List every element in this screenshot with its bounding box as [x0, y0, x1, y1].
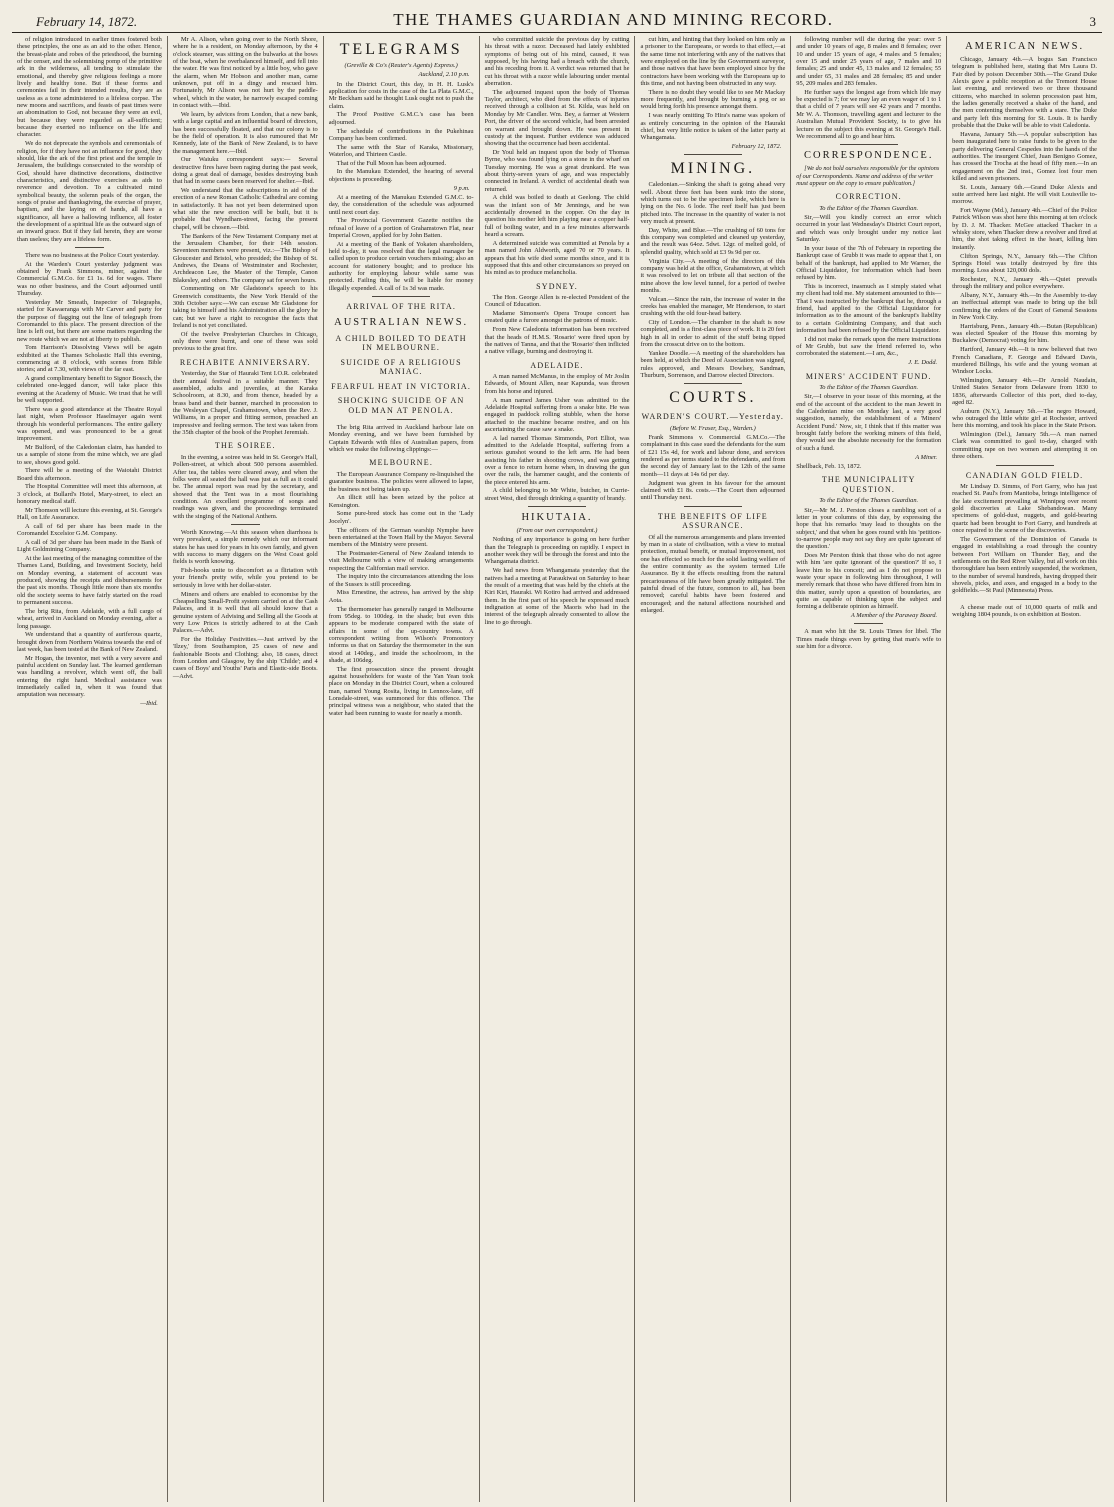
- news-item: A determined suicide was committed at Penola by a man named John Aldworth, aged 70 or 70 years. It appears that his wife died some months since, and it is supposed that this and other circumstances so preyed on his mind as to produce melancholia.: [484, 239, 630, 277]
- divider: [684, 154, 742, 155]
- news-item: Clifton Springs, N.Y., January 6th.—The Clifton Springs Hotel was totally destroyed by fire this morning. Loss about 120,000 dols.: [952, 252, 1098, 275]
- news-item: St. Louis, January 6th.—Grand Duke Alexis and suite arrived here last night. He will visit Louisville to-morrow.: [952, 183, 1098, 206]
- news-item: Havana, January 5th.—A popular subscription has been inaugurated here to raise funds to be given to the party delivering General Cespedes into the hands of the authorities. The insurgent Chief, Juan Benigno Gomez, has crossed the Trocha at the head of fifty men.—In an engagement on the 2nd inst., Gomez lost four men killed and seven prisoners.: [952, 130, 1098, 182]
- section-heading: THE SOIREE.: [214, 441, 276, 451]
- subheading: A CHILD BOILED TO DEATH IN MELBOURNE.: [335, 333, 467, 353]
- news-item: We understand that the subscriptions in aid of the erection of a new Roman Catholic Cathedral are coming in satisfactorily. It has not yet been determined upon what site the new erection will be built, but it is probable that Wyndham-street, facing the present chapel, will be chosen.—Ibid.: [172, 187, 318, 231]
- divider: [840, 144, 898, 145]
- article-paragraph: cut him, and hinting that they looked on him only as a prisoner to the Europeans, or words to that effect,—at the same time not interfering with any of the natives that were employed on the line by the Government surveyor, and those natives that have been employed since by the contractors have been working with the Europeans up to this time, and not having been obstructed in any way.: [640, 36, 786, 88]
- news-item: Worth Knowing.—At this season when diarrhoea is very prevalent, a simple remedy which our informant states he has used for years in his own family, and given with success to many diggers on the West Coast gold fields is worth knowing.: [172, 528, 318, 566]
- article-paragraph: of religion introduced in earlier times fostered both these principles, the one as an aid to the other. Hence, the breast-plate and robes of the priesthood, the burning of the censer, and the solemnising pomp of the primitive ark in the wilderness, all tending to stimulate the emotional, and thereby give religious feelings a more lively and healthy tone. But if these forms and ceremonies fail in their intended results, they are as useless as a tone administered to a lifeless corpse. The new moons and sacrifices, and feasts of past times were an abomination to God, not because they were an evil, but because they were regarded as all-sufficient; because they exerted no influence on the life and character.: [17, 36, 162, 139]
- news-item: We learn, by advices from London, that a new bank, with a large capital and an influential board of directors, has been successfully floated, and that our colony is to be the field of operation. It is also rumoured that Mr Kennedy, late of the Bank of New Zealand, is to have the management here.—Ibid.: [172, 110, 318, 155]
- letter-paragraph: In your issue of the 7th of February in reporting the Bankrupt case of Grubb it was made to appear that I, on behalf of the bankrupt, had applied to Mr Warner, the Official Liquidator, for information which had been refused by him.: [796, 244, 942, 282]
- news-item: There was a good attendance at the Theatre Royal last night, when Professor Haselmayer again went through his wonderful performances. The entire gallery was opened, and was pronounced to be a great improvement.: [17, 405, 162, 443]
- telegram-item: The Proof Positive G.M.C.'s case has been adjourned.: [328, 111, 474, 126]
- section-heading: CANADIAN GOLD FIELD.: [965, 470, 1084, 480]
- news-item: who committed suicide the previous day by cutting his throat with a razor. Deceased had lately exhibited symptoms of being out of his mind, caused, it was supposed, by his having had a breach with the church, and his receding from it. A verdict was returned that he cut his throat with a razor while labouring under mental aberration.: [484, 36, 630, 88]
- news-item: A child was boiled to death at Geelong. The child was the infant son of Mr Jennings, and he was accidentally drowned in the copper. On the day in question his mother left him playing near a copper half-full of boiling water, and in a few minutes afterwards heard a scream.: [484, 194, 630, 239]
- section-heading-courts: COURTS.: [669, 389, 757, 407]
- issue-date: February 14, 1872.: [36, 14, 138, 29]
- section-heading-telegrams: TELEGRAMS: [339, 41, 463, 58]
- telegram-item: The schedule of contributions in the Pukehinau Company has been confirmed.: [328, 127, 474, 142]
- divider: [854, 623, 883, 624]
- news-item: Mr Bulford, of the Caledonian claim, has handed to us a sample of stone from the mine which, we are glad to see, shows good gold.: [17, 443, 162, 466]
- article-paragraph: There is no doubt they would like to see Mr Mackay more frequently, and brought by burning a peg or so would bring forth his presence amongst them.: [640, 88, 786, 111]
- news-item: Some pure-bred stock has come out in the 'Lady Jocelyn'.: [328, 510, 474, 525]
- news-item: At the last meeting of the managing committee of the Thames Land, Building, and Investment Society, held on Monday evening, a statement of account was produced, showing the receipts and disbursements for the past six months. Though little more than six months old the society seems to have fairly started on the road to permanent success.: [17, 555, 162, 607]
- news-item: The Hospital Committee will meet this afternoon, at 3 o'clock, at Bullard's Hotel, Mary-street, to elect an honorary medical staff.: [17, 483, 162, 506]
- letter-salutation: To the Editor of the Thames Guardian.: [819, 204, 919, 212]
- divider: [387, 419, 416, 420]
- news-item: A man named James Usher was admitted to the Adelaide Hospital suffering from a snake bite. He was engaged in paddock rolling stubble, when the horse attached to the machine became restive, and on his ascertaining the cause saw a snake.: [484, 396, 630, 433]
- section-heading: RECHABITE ANNIVERSARY.: [179, 357, 311, 367]
- news-item: Albany, N.Y., January 4th.—In the Assembly to-day an ineffectual attempt was made to bring up the bill confirming the orders of the Court of General Sessions in New York City.: [952, 292, 1098, 322]
- article-paragraph: following number will die during the year: over 5 and under 10 years of age, 8 males and 8 females; over 10 and under 15 years of age, 4 males and 5 females; over 15 and under 25 years of age, 7 males and 10 females; 25 and under 45, 13 males and 12 females; 55 and under 65, 31 males and 28 females; 85 and under 95, 209 males and 283 females.: [796, 36, 942, 88]
- article-paragraph: I was nearly omitting To Hira's name was spoken of as entirely concurring in the opinion of the Hauraki chief, but very little notice is taken of the latter party at Whangamata.: [640, 112, 786, 142]
- news-item: An illicit still has been seized by the police at Kensington.: [328, 494, 474, 509]
- subheading: FEARFUL HEAT IN VICTORIA.: [331, 381, 472, 391]
- court-report: Frank Simmons v. Commercial G.M.Co.—The complainant in this case sued the defendants for the sum of £21 15s 4d, for work and labour done, and services rendered as per terms stated to the defendants, and from the second day of January last to the 12th of the same month—11 days at 14s 6d per day.: [640, 434, 786, 478]
- news-item: A grand complimentary benefit to Signor Bossch, the celebrated one-legged dancer, will take place this evening at the Academy of Music. We trust that he will be well supported.: [17, 375, 162, 405]
- news-item: The Postmaster-General of New Zealand intends to visit Melbourne with a view of making arrangements respecting the Californian mail service.: [328, 549, 474, 572]
- court-report: Judgment was given in his favour for the amount claimed with £1 8s. costs.—The Court then adjourned until Thursday next.: [640, 479, 786, 502]
- news-item: The Bankers of the New Testament Company met at the Jerusalem Chamber, for their 14th session. Seventeen members were present, viz.:—The Bishop of Gloucester and Bristol, who presided; the Bishop of St. Andrews, the Deans of Westminster and Rochester, Archdeacon Lee, the Master of the Temple, Canon Blakesley, and others. The company sat for seven hours.: [172, 232, 318, 284]
- news-item: At the Warden's Court yesterday judgment was obtained by Frank Simmons, miner, against the Commercial G.M.Co. for £1 1s. 6d for wages. There was no other business, and the Court adjourned until Thursday.: [17, 260, 162, 298]
- news-item: Mr Hogan, the inventor, met with a very severe and painful accident on Sunday last. The learned gentleman was handling a revolver, which went off, the ball entering the right hand. Medical assistance was immediately called in, when it was found that amputation was necessary.: [17, 654, 162, 699]
- telegram-item: In the District Court, this day, in H. H. Lusk's application for costs in the case of the La Plata G.M.C., Mr Beckham said he thought Lusk ought not to push the claim.: [328, 80, 474, 110]
- dateline: Shellback, Feb. 13, 1872.: [796, 462, 862, 470]
- dateline: February 12, 1872.: [731, 142, 782, 150]
- news-item: A child belonging to Mr White, butcher, in Currie-street West, died through drinking a quantity of brandy.: [484, 487, 630, 502]
- column-1: [12, 36, 168, 1502]
- telegram-item: The Provincial Government Gazette notifies the refusal of leave of a portion of Grahamstown Flat, near Imperial Crown, applied for by John Batten.: [328, 217, 474, 239]
- article-paragraph: Mr Lindsay D. Simms, of Fort Garry, who has just reached St. Paul's from Manitoba, brings intelligence of the late excitement prevailing at Winnipeg over recent gold discoveries at Lake Shebandowan. Many specimens of gold-dust, nuggets, and gold-bearing quartz had been brought to Fort Garry, and hundreds at once repaired to the scene of the discoveries.: [952, 483, 1098, 535]
- mining-report: Day, White, and Blue.—The crushing of 60 tons for this company was completed and cleaned up yesterday, and the result was 64oz. 5dwt. 12gr. of melted gold, of splendid quality, which sold at £3 9s 9d per oz.: [640, 226, 786, 256]
- letter-paragraph: Sir,—Mr M. J. Perston closes a rambling sort of a letter in your columns of this day, by expressing the hope that his remarks 'may lead to thoughts on the subject,' and that when he goes round with his 'petition-to-narrow people may not say they are quite ignorant of the question.': [796, 506, 942, 551]
- divider: [684, 506, 742, 507]
- news-item: Dr Youl held an inquest upon the body of Thomas Byrne, who was found lying on a stone in the wharf on Tuesday morning. He was a great drunkard. He was about thirty-seven years of age, and was respectably connected in Ireland. A verdict of accidental death was returned.: [484, 148, 630, 193]
- masthead: [12, 4, 1102, 33]
- advertisement: Miners and others are enabled to economise by the Cheapselling Small-Profit system carried on at the Cash Palaces, and it is well that all should know that a genuine system of Advising and Selling all the Goods at very Low Prices is strictly adhered to at the Cash Palaces.—Advt.: [172, 590, 318, 635]
- newspaper-title: THE THAMES GUARDIAN AND MINING RECORD.: [393, 10, 834, 29]
- divider: [372, 296, 430, 297]
- news-item: Fish-hooks unite to discomfort as a flirtation with your friend's pretty wife, while you pretend to be seriously in love with her dollar-sister.: [172, 567, 318, 589]
- news-item: The brig Rita, from Adelaide, with a full cargo of wheat, arrived in Auckland on Monday evening, after a long passage.: [17, 607, 162, 630]
- divider: [684, 383, 742, 384]
- news-item: Yesterday Mr Smeath, Inspector of Telegraphs, started for Kawaeranga with Mr Carver and party for the purpose of flagging out the line of telegraph from Coromandel to this place. The present direction of the line is left out, but there are some matters regarding the new route which we are not at liberty to publish.: [17, 298, 162, 343]
- news-item: Mr Thomson will lecture this evening, at St. George's Hall, on Life Assurance.: [17, 506, 162, 522]
- column-5: [635, 36, 791, 1502]
- divider: [528, 506, 586, 507]
- column-7: [947, 36, 1102, 1502]
- news-item: We understand that a quantity of auriferous quartz, brought down from Northern Wairoa towards the end of last week, has been tested at the Bank of New Zealand.: [17, 631, 162, 654]
- letter-signature: J. E. Dodd.: [908, 359, 938, 367]
- news-item: Miss Ernestine, the actress, has arrived by the ship Aota.: [328, 589, 474, 604]
- column-4: [480, 36, 636, 1502]
- news-item: Wilmington (Del.), January 5th.—A man named Clark was committed to gaol to-day, charged with committing rape on two women and attempting it on three others.: [952, 431, 1098, 461]
- divider: [1010, 599, 1039, 600]
- news-item: There was no business at the Police Court yesterday.: [25, 252, 160, 260]
- news-item: There will be a meeting of the Waiotahi District Board this afternoon.: [17, 467, 162, 482]
- divider: [231, 524, 260, 525]
- section-heading: ARRIVAL OF THE RITA.: [346, 302, 457, 312]
- mining-report: Yankee Doodle.—A meeting of the shareholders has been held, at which the Deed of Association was signed, rules approved, and Messrs Dowlsey, Sandman, Thurburn, Sorrenson, and Darrow elected Directors.: [640, 349, 786, 379]
- news-item: Wilmington, January 4th.—Dr Arnold Naudain, United States Senator from Delaware from 1830 to 1836, afterwards Collector of this port, died to-day, aged 82.: [952, 376, 1098, 406]
- dateline: 9 p.m.: [453, 184, 470, 192]
- dateline: Auckland, 2.10 p.m.: [418, 71, 470, 79]
- news-item: Mr A. Alison, when going over to the North Shore, where he is a resident, on Monday afternoon, by the 4 o'clock steamer, was sitting on the bulwarks at the bows of the boat, when he overbalanced himself, and fell into the water. He was first noticed by a little boy, who gave the alarm, when Mr Hobson and another man, came unknown, put off in a dingy and rescued him. Fortunately, Mr Alison was not hurt by the paddle-wheel, which in the water, he narrowly escaped coming in contact with.—Ibid.: [172, 36, 318, 110]
- subheading-adelaide: ADELAIDE.: [530, 360, 584, 370]
- telegram-item: The same with the Star of Karaka, Missionary, Waterloo, and Thirteen Castle.: [328, 143, 474, 158]
- letter-paragraph: This is incorrect, inasmuch as I simply stated what my client had told me. My statement amounted to this—That I was instructed by the bankrupt that he, through a friend, had applied to the Official Liquidator for information as to the amount of the bankrupt's liability to a certain Goldmining Company, and that such information had been refused by the Official Liquidator.: [796, 282, 942, 335]
- section-heading: THE BENEFITS OF LIFE ASSURANCE.: [657, 511, 768, 531]
- news-item: The first prosecution since the present drought against householders for waste of the Yan Yean took place on Monday in the District Court, when a coloured man, named Young Rosita, living in Lennox-lane, off Lonsdale-street, was summoned for this offence. The principal witness was a neighbour, who stated that the water had been running to waste for nearly a month.: [328, 665, 474, 717]
- letter-heading: CORRECTION.: [835, 192, 902, 202]
- columns: [12, 36, 1102, 1502]
- news-item: Hartford, January 4th.—It is now believed that two French Canadians, F. George and Edward Davis, murdered Billings, his wife and the young woman at Windsor Locks.: [952, 346, 1098, 376]
- news-item: A man who hit the St. Louis Times for libel. The Times made things even by getting that man's wife to sue him for a divorce.: [796, 628, 942, 651]
- article-paragraph: He further says the longest age from which life may be expected is 7; for we may lay an even wager of 1 to 1 that a child of 7 years will see 42 years and 7 months. Mr W. A. Thomson, travelling agent and lecturer to the Australian Mutual Provident Society, is to give his lecture on the subject this evening at St. George's Hall. We recommend all to go and hear him.: [796, 88, 942, 140]
- news-item: Commenting on Mr Gladstone's speech to his Greenwich constituents, the New York Herald of the 30th October says:—We can excuse Mr Gladstone for taking to himself and his Administration all the glory he can; but we have a right to recognise the facts that Ireland is not yet conciliated.: [172, 285, 318, 330]
- section-heading-mining: MINING.: [670, 160, 756, 178]
- news-item: A call of 3d per share has been made in the Bank of Light Goldmining Company.: [17, 539, 162, 554]
- source-credit: —Ibid.: [140, 700, 158, 708]
- section-heading-australian-news: AUSTRALIAN NEWS.: [334, 316, 469, 328]
- advertisement: For the Holiday Festivities.—Just arrived by the 'Ilzey,' from Southampton, 25 cases of new and fashionable Boots and Clothing; also, 18 cases, direct from London and Glasgow, by the ship 'Childe'; and 4 cases of Boys' and Youths' Paris and Elastic-side Boots.—Advt.: [172, 635, 318, 680]
- letter-signature: A Miner.: [915, 453, 938, 461]
- article-paragraph: We do not deprecate the symbols and ceremonials of religion, for if they have not an influence for good, they should, like the ark of the first priest and the temple in Jerusalem, the buildings consecrated to the worship of God, should have distinctive decorations, distinctive characteristics, and distinctive exercises as aids to reverence and devotion. To a cultivated mind symbolical beauty, the solemn peals of the organ, the songs of praise and thanksgiving, the exercise of prayer, baptism, and the laying on of hands, all have a significance, all have a hallowing influence, all foster the development of a spiritual life as the outward sign of an inward grace. But if they fail herein, they are worse than useless; they are a lifeless form.: [17, 140, 162, 243]
- news-item: The officers of the German warship Nymphe have been entertained at the Town Hall by the Mayor. Several members of the Ministry were present.: [328, 526, 474, 549]
- news-item: Of the twelve Presbyterian Churches in Chicago, only three were burnt, and one of these was sold previous to the great fire.: [172, 330, 318, 353]
- telegram-item: That of the Full Moon has been adjourned.: [336, 159, 447, 167]
- news-item: A lad named Thomas Simmonds, Port Elliot, was admitted to the Adelaide Hospital, suffering from a serious gunshot wound to the left arm. He had been assisting his father in shooting crows, and was getting over a fence to return home when, in drawing the gun over the rails, the hammer caught, and the contents of the piece entered his arm.: [484, 434, 630, 486]
- telegram-item: In the Manukau Extended, the hearing of several objections is proceeding.: [328, 168, 474, 183]
- news-item: The European Assurance Company re-linquished the guarantee business. The policies were allowed to lapse, the business not being taken up.: [328, 470, 474, 493]
- section-heading-hikutaia: HIKUTAIA.: [521, 512, 593, 524]
- article-paragraph: We had news from Whangamata yesterday that the natives had a meeting at Paraukiwai on Saturday to hear the result of a meeting that was held by the chiefs at the Kiri Kiri, Hauraki. Wi Kotiro had arrived and addressed them. In the first part of his speech he expressed much indignation at some of the Maoris who had in the interest of the telegraph already consented to allow the line to go through.: [484, 567, 630, 626]
- news-item: Fort Wayne (Md.), January 4th.—Chief of the Police Patrick Wilson was shot here this morning at ten o'clock by D. J. M. Thacker. McGee attacked Thacker in a whisky store, when Thacker drew a revolver and fired at him, the shot taking effect in the heart, killing him instantly.: [952, 207, 1098, 251]
- letter-heading: THE MUNICIPALITY QUESTION.: [821, 475, 916, 494]
- news-item: A call of 6d per share has been made in the Coromandel Excelsior G.M. Company.: [17, 522, 162, 538]
- news-item: Harrisburg, Penn., January 4th.—Butan (Republican) was elected Speaker of the House this morning by Buckalew (Democrat) voting for him.: [952, 322, 1098, 345]
- news-item: From New Caledonia information has been received that the heads of H.M.S. 'Rosario' were fired upon by the natives of Tanna, and that the 'Rosario' then inflicted a native village, burning and destroying it.: [484, 326, 630, 356]
- article-paragraph: The Government of the Dominion of Canada is engaged in establishing a road through the country between Fort William on Thunder Bay, and the settlements on the Red River Valley, but all work on this thoroughfare has been entirely suspended, the workmen, to the number of several hundreds, having dropped their shovels, picks, and axes, and engaged in a body to the goldfields.—St Paul (Minnesota) Press.: [952, 535, 1098, 595]
- news-item: The thermometer has generally ranged in Melbourne from 95deg. to 100deg. in the shade; but even this appears to be moderate compared with the state of affairs in some of the up-country towns. A correspondent writing from Wilson's Promontory informs us that on Saturday the thermometer in the sun stood at 140deg., and inside the schoolroom, in the shade, at 106deg.: [328, 605, 474, 664]
- news-item: Tom Harrison's Dissolving Views will be again exhibited at the Thames Scholastic Hall this evening, commencing at 8 o'clock, with scenes from Bible stories; and at 7.30, with views of the far east.: [17, 344, 162, 374]
- letter-paragraph: Does Mr Perston think that those who do not agree with him 'are quite ignorant of the question?' If so, I leave him to his conceit; and as I do not propose to waste your space in following him throughout, I will merely remark that those who have differed from him in this matter, surely upon a question of boundaries, are quite as capable of thinking upon the subject and forming a deliberate opinion as himself.: [796, 551, 942, 611]
- section-heading-correspondence: CORRESPONDENCE.: [803, 150, 934, 162]
- article-paragraph: Of all the numerous arrangements and plans invented by man in a state of civilisation, with a view to mutual protection, mutual benefit, or mutual improvement, not one has effected so much for the solid lasting welfare of the entire community as the system termed Life Assurance. By it the effects resulting from the natural precariousness of life have been greatly mitigated. The painful dread of the future, common to all, has been removed; careful habits have been fostered and encouraged; and the natural affections nourished and enlarged.: [640, 533, 786, 614]
- news-item: Auburn (N.Y.), January 5th.—The negro Howard, who outraged the little white girl at Rochester, arrived here this morning, and took his place in the State Prison.: [952, 407, 1098, 430]
- subheading-melbourne: MELBOURNE.: [369, 458, 434, 468]
- article-paragraph: The brig Rita arrived in Auckland harbour late on Monday evening, and we have been furnished by Captain Edwards with files of Australian papers, from which we make the following clippings:—: [328, 424, 474, 454]
- subheading: WARDEN'S COURT.—Yesterday.: [641, 412, 785, 422]
- section-subtitle: (Before W. Fraser, Esq., Warden.): [669, 424, 756, 432]
- news-item: Rochester, N.Y., January 4th.—Quiet prevails through the military and police everywhere.: [952, 275, 1098, 291]
- news-item: Madame Simonsen's Opera Troupe concert has created quite a furore amongst the patrons of music.: [484, 310, 630, 325]
- subheading: SHOCKING SUICIDE OF AN OLD MAN AT PENOLA.: [337, 396, 465, 415]
- section-heading-american-news: AMERICAN NEWS.: [965, 41, 1085, 52]
- news-item: Our Waiuku correspondent says:— Several destructive fires have been raging during the past week, doing a great deal of damage, besides destroying bush that had in some cases been reserved for shelter.—Ibid.: [172, 156, 318, 186]
- telegram-item: At a meeting of the Bank of Yokaten shareholders, held to-day, it was resolved that the legal manager be called upon to produce certain vouchers missing; also an account for stationery bought; and to produce his authority for employing labour while same was protected. Failing this, he will be liable for money illegally expended. A call of 1s 3d was made.: [328, 240, 474, 292]
- letter-salutation: To the Editor of the Thames Guardian.: [819, 497, 919, 505]
- editorial-note: [We do not hold ourselves responsible for the opinions of our Correspondents. Name and address of the writer must appear on the copy to ensure publication.]: [796, 165, 940, 187]
- letter-paragraph: Sir,—I observe in your issue of this morning, at the end of the account of the accident to the man Jewett in the Caledonian mine on Monday last, a very good suggestion, namely, the establishment of a 'Miners' Accident Fund.' Now, sir, I think that if this matter was brought fairly before the working miners of this field, they would see the absolute necessity for the formation of such a fund.: [796, 393, 942, 452]
- mining-report: Virginia City.—A meeting of the directors of this company was held at the office, Grahamstown, at which it was resolved to let on tribute all that section of the mine above the low level tunnel, for a period of twelve months.: [640, 257, 786, 294]
- article-paragraph: Yesterday, the Star of Hauraki Tent I.O.R. celebrated their annual festival in a suitable manner. They assembled, adults and juveniles, at the Karaka Schoolroom, at 8.30, and from thence, headed by a brass band and their banner, marched in procession to the Wesleyan Chapel, Grahamstown, when the Rev. J. Williams, in a proper and fitting sermon, preached an impressive and feeling sermon. The text was taken from the 35th chapter of the book of the Prophet Jeremiah.: [172, 370, 318, 437]
- letter-paragraph: I did not make the remark upon the mere instructions of Mr Grubb, but saw the friend referred to, who corroborated the statement.—I am, &c.,: [796, 335, 942, 358]
- section-subtitle: (From our own correspondent.): [516, 527, 598, 535]
- news-item: A cheese made out of 10,000 quarts of milk and weighing 1804 pounds, is on exhibition at Boston.: [952, 603, 1098, 618]
- divider: [996, 465, 1054, 466]
- news-item: The Hon. George Allen is re-elected President of the Council of Education.: [484, 294, 630, 309]
- subheading-sydney: SYDNEY.: [536, 281, 578, 291]
- letter-heading: MINERS' ACCIDENT FUND.: [805, 371, 932, 381]
- column-3: [324, 36, 480, 1502]
- mining-report: Caledonian.—Sinking the shaft is going ahead very well. About three feet has been sunk into the stone, which turns out to be the specimen lode, which here is lying on the No. 6 lode. The reef itself has just been pitched into. The increase in the quantity of water is not very much at present.: [640, 181, 786, 226]
- news-item: Chicago, January 4th.—A bogus San Francisco telegram is published here, stating that Mrs Laura D. Fair died by poison December 30th.—The Grand Duke Alexis gave a public reception at the Tremont House last evening, and reviewed two or three thousand citizens, who marched in solemn procession past him, the ladies generally received a shake of the hand, and the men contenting themselves with a stare. The Duke and party left this morning for St. Louis. It is hardly probable that the Duke will be able to visit Caledonia.: [952, 56, 1098, 130]
- mining-report: City of London.—The chamber in the shaft is now completed, and is a first-class piece of work. It is 20 feet high in all in order to admit of the stuff being tipped from the crosscut drive on to the bottom.: [640, 319, 786, 349]
- divider: [75, 247, 104, 248]
- article-paragraph: Nothing of any importance is going on here further than the Telegraph is proceeding on rapidly. I expect in another week they will be through the forest and into the Whangamata district.: [484, 536, 630, 566]
- column-6: [791, 36, 947, 1502]
- column-2: [168, 36, 324, 1502]
- news-item: The adjourned inquest upon the body of Thomas Taylor, architect, who died from the effects of injuries received through a collision at St. Kilda, was held on Monday by Mr Candler. Wm. Bey, a farmer at Western Port, the driver of the second vehicle, had been arrested on warrant and brought down. He was present in custody at the inquest. Further evidence was adduced showing that the occurrence had been accidental.: [484, 88, 630, 148]
- news-item: A man named McManus, in the employ of Mr Joslin Edwards, of Mount Allen, near Kapunda, was thrown from his horse and injured.: [484, 373, 630, 395]
- news-item: The inquiry into the circumstances attending the loss of the Sussex is still proceeding.: [328, 573, 474, 588]
- page-number: 3: [1089, 14, 1096, 29]
- subheading: SUICIDE OF A RELIGIOUS MANIAC.: [340, 357, 462, 377]
- letter-signature: A Member of the Paraway Board.: [850, 612, 938, 620]
- mining-report: Vulcan.—Since the rain, the increase of water in the creeks has enabled the manager, Mr Henderson, to start crushing with the old four-head battery.: [640, 295, 786, 318]
- telegram-item: At a meeting of the Manukau Extended G.M.C. to-day, the consideration of the schedule was adjourned until next court day.: [328, 193, 474, 216]
- letter-salutation: To the Editor of the Thames Guardian.: [819, 384, 919, 392]
- letter-paragraph: Sir,—Will you kindly correct an error which occurred in your last Wednesday's District Court report, and which was only brought under my notice last Saturday.: [796, 214, 942, 244]
- article-paragraph: In the evening, a soiree was held in St. George's Hall, Pollen-street, at which about 500 persons assembled. After tea, the tables were cleared away, and when the folks were all seated the hall was just as full as it could be. The annual report was read by the secretary, and showed that the Tent was in a most flourishing condition. An excellent programme of songs and readings was given, and the proceedings terminated with the singing of the National Anthem.: [172, 453, 318, 520]
- section-subtitle: (Greville & Co's (Reuter's Agents) Express.): [344, 62, 458, 69]
